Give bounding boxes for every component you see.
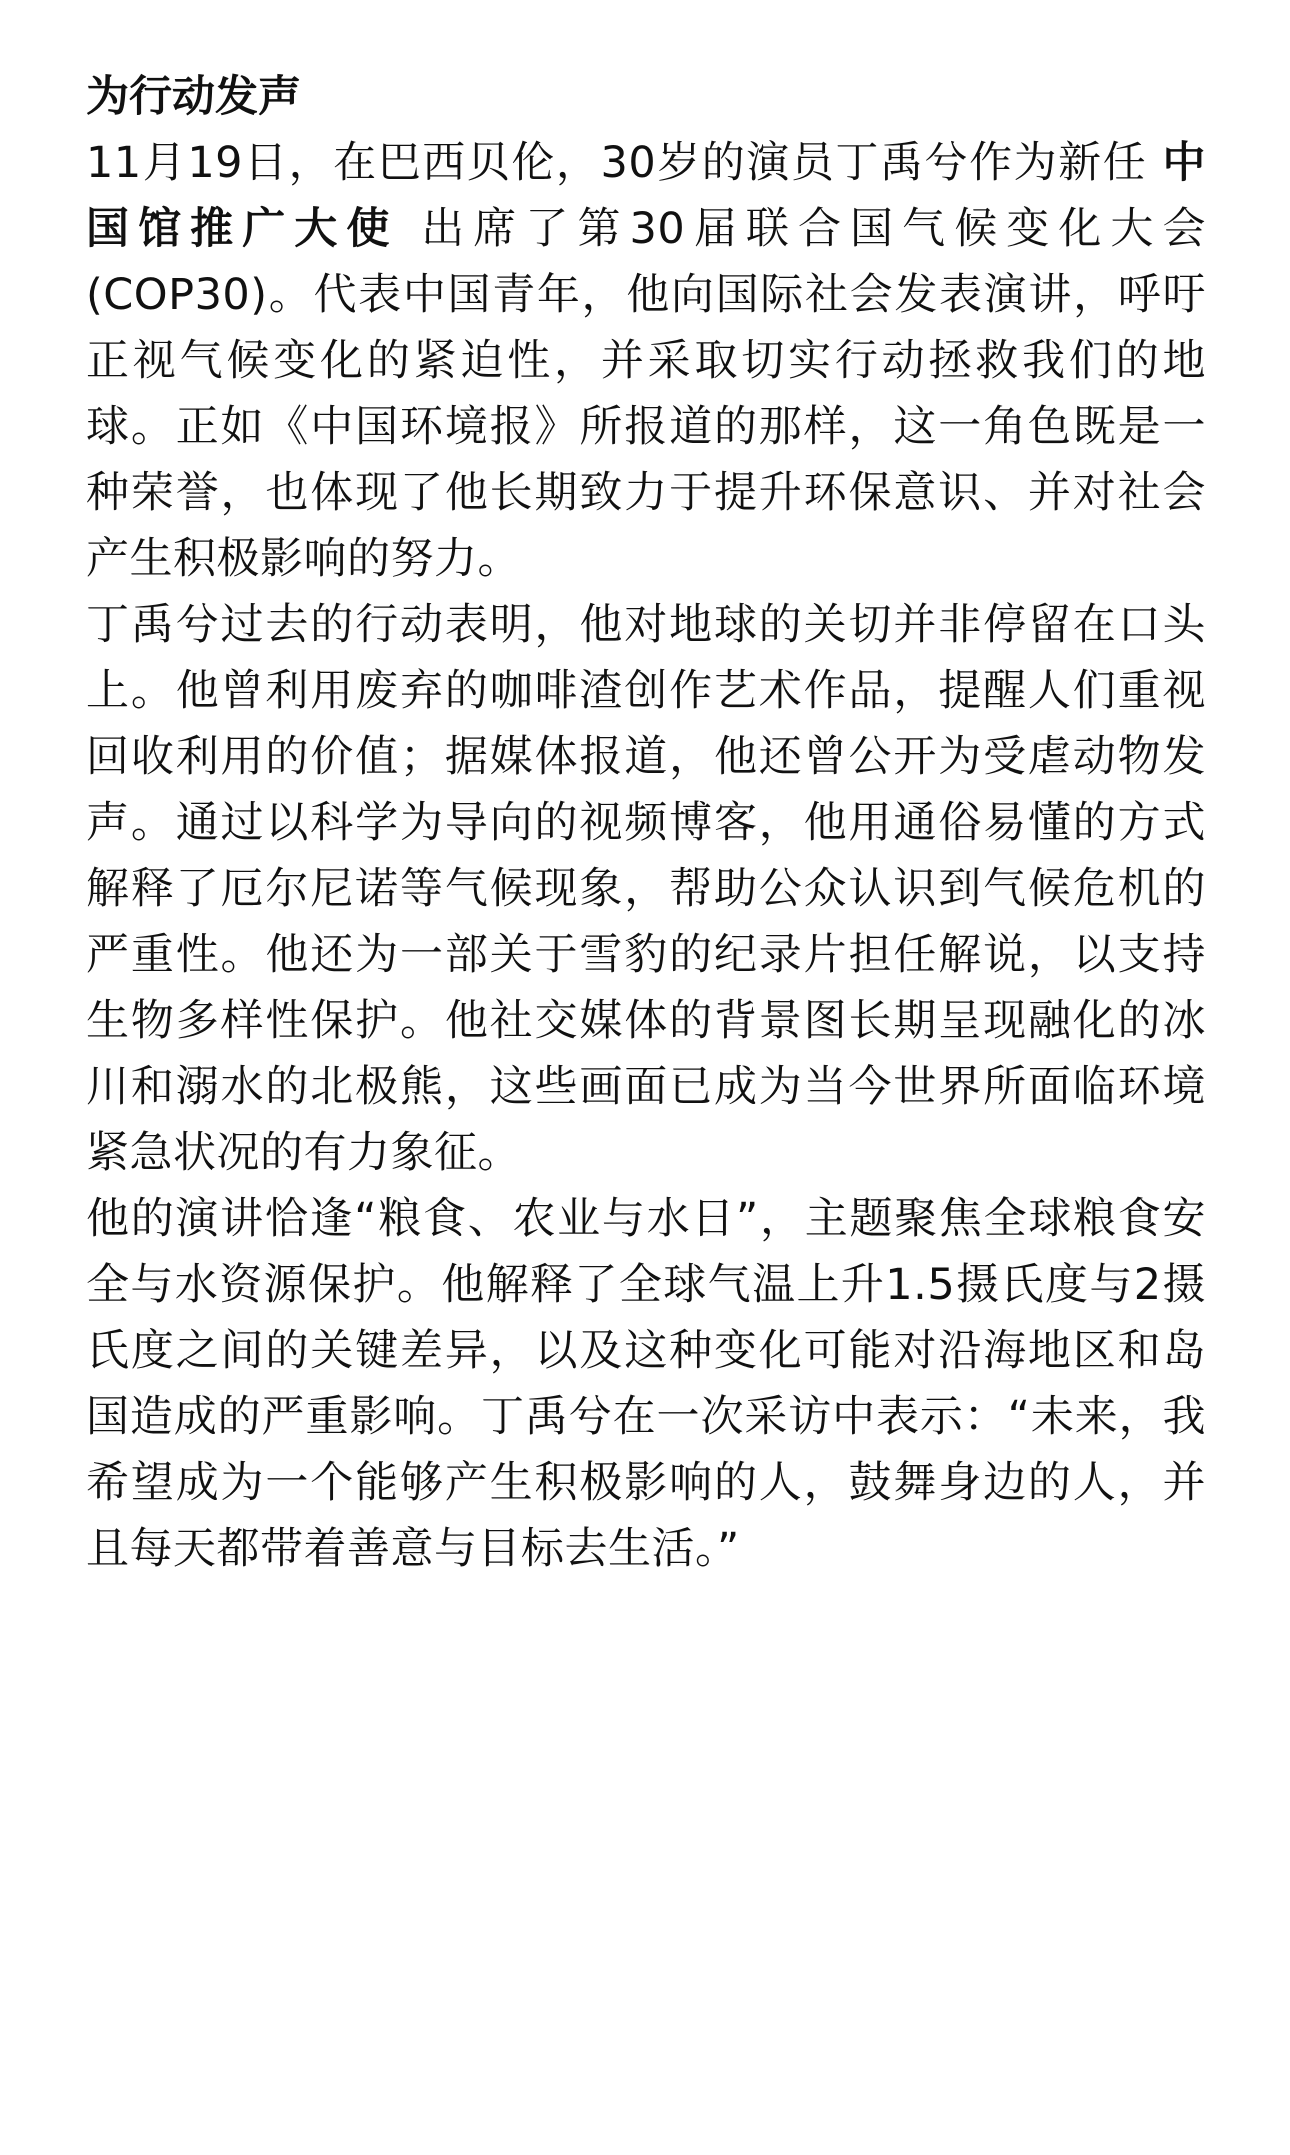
paragraph-1-body: 出席了第30届联合国气候变化大会 (COP30)。代表中国青年，他向国际社会发表演讲，呼吁正视气候变化的紧迫性，并采取切实行动拯救我们的地球。正如《中国环境报》所报道的那样，这一角色既是一种荣誉，也体现了他长期致力于提升环保意识、并对社会产生积极影响的努力。	[86, 204, 1207, 584]
paragraph-2: 丁禹兮过去的行动表明，他对地球的关切并非停留在口头上。他曾利用废弃的咖啡渣创作艺术作品，提醒人们重视回收利用的价值；据媒体报道，他还曾公开为受虐动物发声。通过以科学为导向的视频博客，他用通俗易懂的方式解释了厄尔尼诺等气候现象，帮助公众认识到气候危机的严重性。他还为一部关于雪豹的纪录片担任解说，以支持生物多样性保护。他社交媒体的背景图长期呈现融化的冰川和溺水的北极熊，这些画面已成为当今世界所面临环境紧急状况的有力象征。	[86, 600, 1206, 1178]
ambassador-title: 中国馆推广大使	[86, 138, 1206, 254]
paragraph-1-intro: 11月19日，在巴西贝伦，30岁的演员丁禹兮作为新任	[86, 138, 1163, 188]
article-title: 为行动发声	[86, 72, 301, 122]
article	[86, 64, 1206, 1582]
paragraph-1	[86, 130, 1206, 592]
paragraph-3: 他的演讲恰逢“粮食、农业与水日”，主题聚焦全球粮食安全与水资源保护。他解释了全球气温上升1.5摄氏度与2摄氏度之间的关键差异，以及这种变化可能对沿海地区和岛国造成的严重影响。丁禹兮在一次采访中表示：“未来，我希望成为一个能够产生积极影响的人，鼓舞身边的人，并且每天都带着善意与目标去生活。”	[86, 1194, 1206, 1574]
